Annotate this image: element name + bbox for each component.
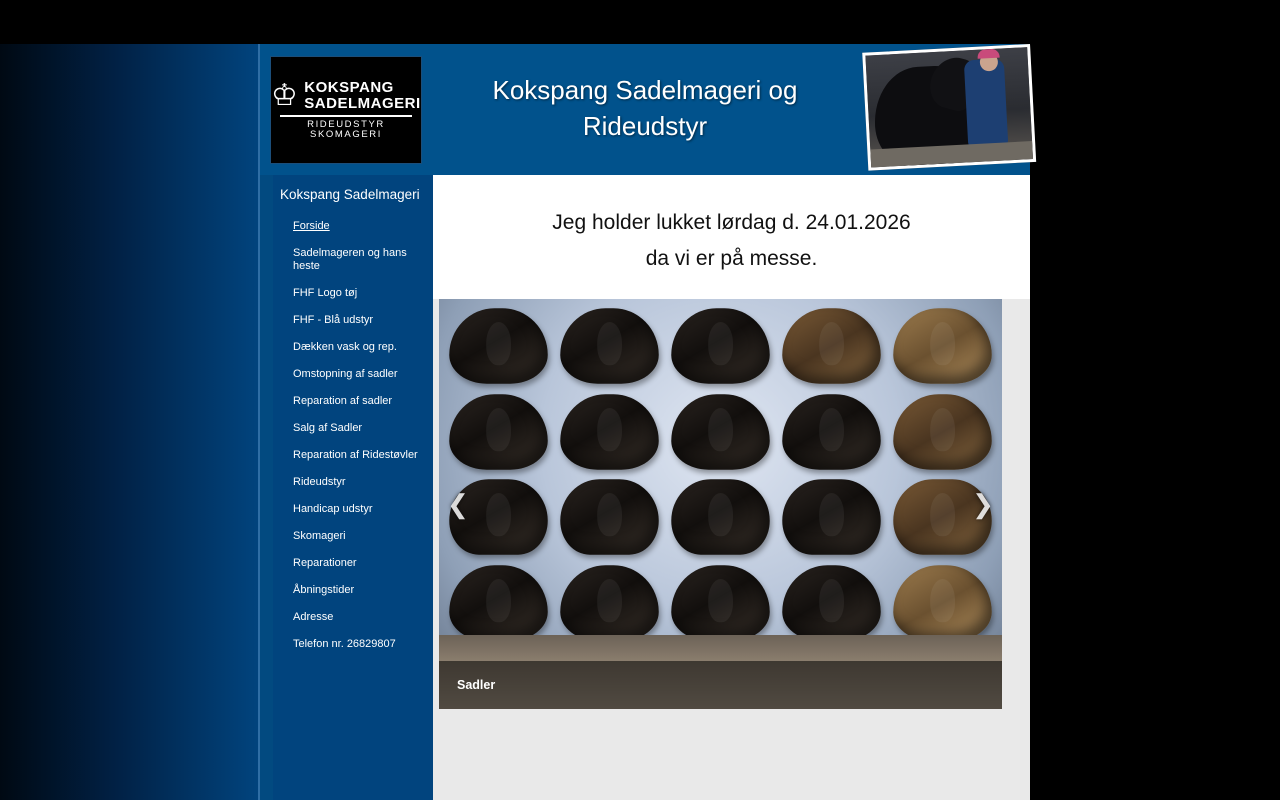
chevron-left-icon[interactable]: ❮ bbox=[447, 489, 469, 519]
site-header bbox=[260, 44, 1030, 175]
saddle bbox=[560, 308, 658, 383]
logo-line-3: RIDEUDSTYR bbox=[307, 118, 385, 130]
saddle bbox=[782, 394, 880, 469]
slideshow[interactable] bbox=[439, 299, 1002, 709]
header-photo-person-cap bbox=[977, 49, 999, 59]
sidebar-item-omstopning-af-sadler[interactable]: Omstopning af sadler bbox=[293, 368, 398, 380]
logo-line-2: SADELMAGERI bbox=[304, 95, 421, 113]
main-content bbox=[433, 175, 1030, 800]
saddle bbox=[449, 394, 547, 469]
sidebar-item-daekken-vask-og-rep[interactable]: Dækken vask og rep. bbox=[293, 341, 397, 353]
saddle bbox=[893, 308, 991, 383]
saddle bbox=[449, 308, 547, 383]
chevron-right-icon[interactable]: ❯ bbox=[972, 489, 994, 519]
sidebar-item-skomageri[interactable]: Skomageri bbox=[293, 530, 346, 542]
sidebar-item-telefon[interactable]: Telefon nr. 26829807 bbox=[293, 638, 396, 650]
slide-image bbox=[439, 299, 1002, 709]
sidebar-item-salg-af-sadler[interactable]: Salg af Sadler bbox=[293, 422, 363, 434]
horse-icon: ♔ bbox=[271, 79, 299, 113]
saddle bbox=[893, 565, 991, 640]
saddle bbox=[560, 479, 658, 554]
closure-notice bbox=[433, 175, 1030, 299]
sidebar-nav bbox=[273, 213, 433, 658]
page-right-background bbox=[1030, 0, 1280, 800]
slide-image-saddles bbox=[445, 305, 996, 643]
site-container bbox=[260, 44, 1030, 800]
logo-wordmark bbox=[304, 80, 420, 112]
saddle bbox=[782, 565, 880, 640]
sidebar bbox=[273, 175, 433, 800]
sidebar-item-reparationer[interactable]: Reparationer bbox=[293, 557, 357, 569]
saddle bbox=[560, 394, 658, 469]
saddle bbox=[782, 308, 880, 383]
logo-content bbox=[271, 79, 421, 140]
sidebar-item-fhf-logo-toj[interactable]: FHF Logo tøj bbox=[293, 287, 358, 299]
logo-line-1: KOKSPANG bbox=[304, 79, 394, 97]
sidebar-item-reparation-af-sadler[interactable]: Reparation af sadler bbox=[293, 395, 393, 407]
saddle bbox=[782, 479, 880, 554]
sidebar-item-rideudstyr[interactable]: Rideudstyr bbox=[293, 476, 346, 488]
logo-row bbox=[271, 79, 421, 113]
logo-line-4: SKOMAGERI bbox=[310, 128, 382, 140]
page-title: Kokspang Sadelmageri og Rideudstyr bbox=[492, 75, 798, 141]
sidebar-item-reparation-af-ridestovler[interactable]: Reparation af Ridestøvler bbox=[293, 449, 418, 461]
page-left-background bbox=[0, 44, 260, 800]
closure-notice-line-1: Jeg holder lukket lørdag d. 24.01.2026 bbox=[552, 211, 911, 234]
content-footer-space bbox=[433, 709, 1030, 779]
sidebar-title: Kokspang Sadelmageri bbox=[280, 187, 420, 202]
header-photo bbox=[862, 44, 1036, 171]
closure-notice-line-2: da vi er på messe. bbox=[645, 247, 818, 270]
sidebar-item-adresse[interactable]: Adresse bbox=[293, 611, 334, 623]
sidebar-item-forside[interactable]: Forside bbox=[293, 220, 330, 232]
saddle bbox=[671, 308, 769, 383]
sidebar-item-handicap-udstyr[interactable]: Handicap udstyr bbox=[293, 503, 373, 515]
header-photo-person bbox=[964, 58, 1008, 146]
saddle bbox=[893, 394, 991, 469]
slide-caption: Sadler bbox=[439, 661, 1002, 709]
sidebar-item-abningstider[interactable]: Åbningstider bbox=[293, 584, 355, 596]
logo-divider bbox=[280, 115, 412, 117]
saddle bbox=[449, 565, 547, 640]
sidebar-item-fhf-bla-udstyr[interactable]: FHF - Blå udstyr bbox=[293, 314, 374, 326]
sidebar-item-sadelmageren-og-hans-heste[interactable]: Sadelmageren og hans heste bbox=[293, 247, 407, 272]
saddle bbox=[671, 394, 769, 469]
saddle bbox=[560, 565, 658, 640]
site-logo[interactable] bbox=[270, 56, 422, 164]
saddle bbox=[671, 479, 769, 554]
saddle bbox=[671, 565, 769, 640]
site-body bbox=[260, 175, 1030, 800]
